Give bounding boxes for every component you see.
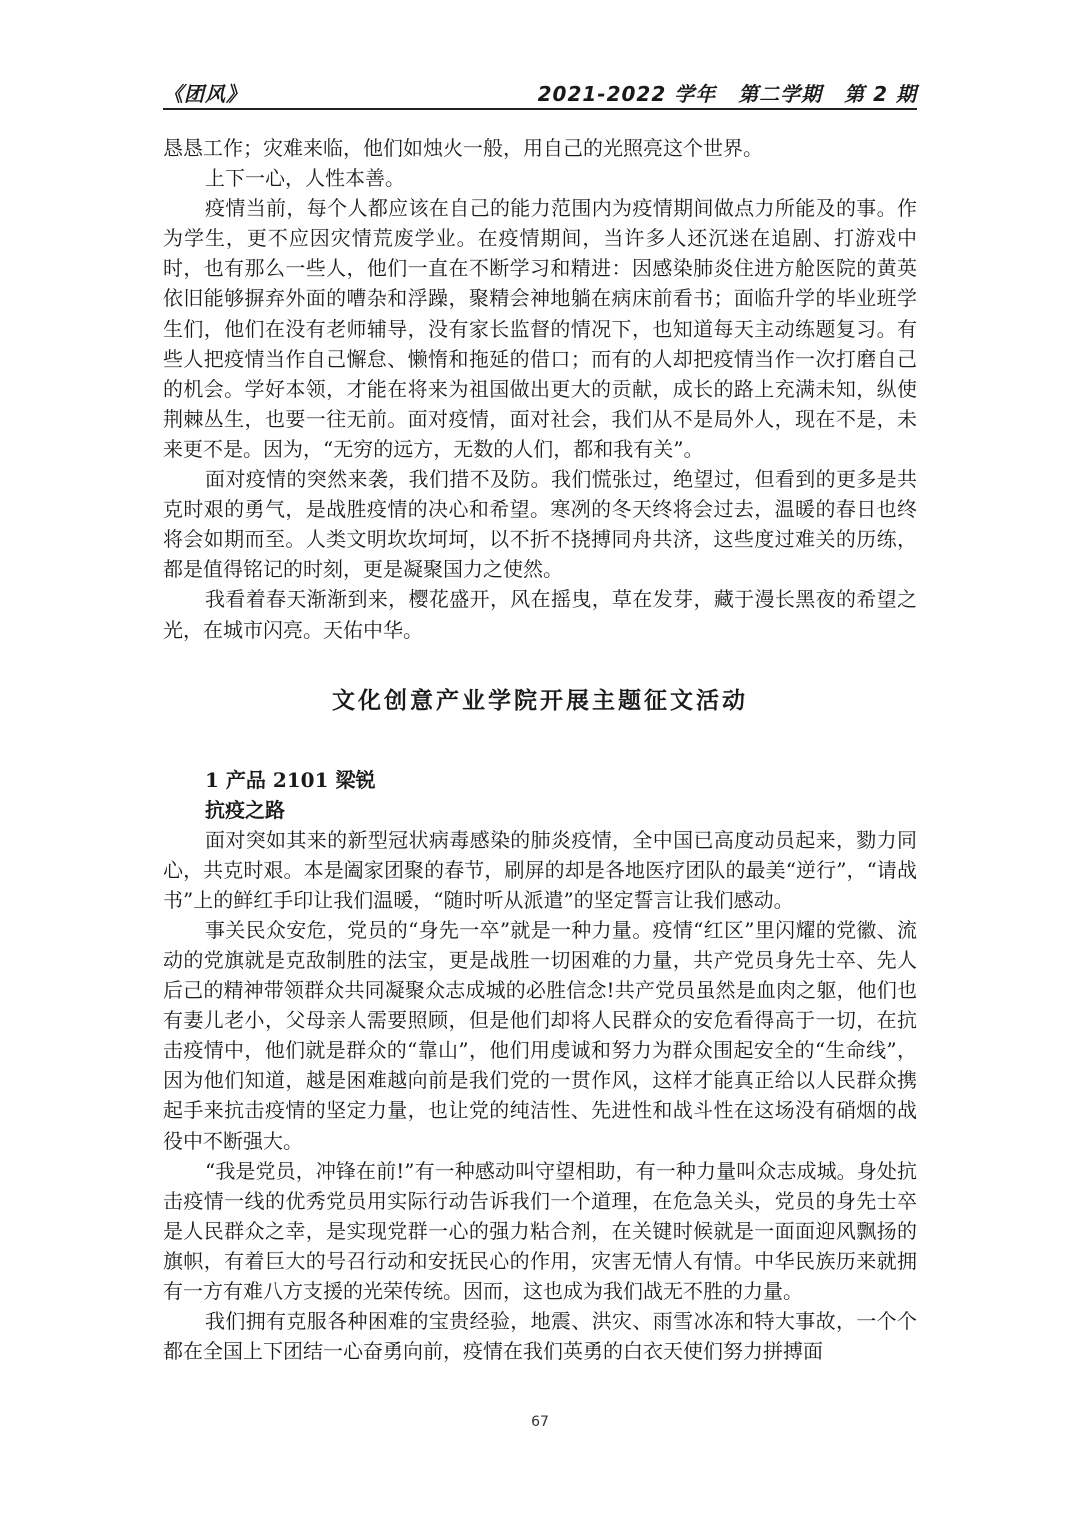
essay-paragraph-2: 事关民众安危，党员的“身先一卒”就是一种力量。疫情“红区”里闪耀的党徽、流动的党旗就是克敌制胜的法宝，更是战胜一切困难的力量，共产党员身先士卒、先人后己的精神带领群众共同凝聚众志成城的必胜信念!共产党员虽然是血肉之躯，他们也有妻儿老小，父母亲人需要照顾，但是他们却将人民群众的安危看得高于一切，在抗击疫情中，他们就是群众的“靠山”，他们用虔诚和努力为群众围起安全的“生命线”，因为他们知道，越是困难越向前是我们党的一贯作风，这样才能真正给以人民群众携起手来抗击疫情的坚定力量，也让党的纯洁性、先进性和战斗性在这场没有硝烟的战役中不断强大。 [163, 917, 917, 1153]
title-spacer [163, 717, 917, 765]
article-body [163, 133, 917, 1366]
author-line: 1 产品 2101 梁锐 [205, 767, 376, 792]
paragraph-continued-4: 面对疫情的突然来袭，我们措不及防。我们慌张过，绝望过，但看到的更多是共克时艰的勇气，是战胜疫情的决心和希望。寒冽的冬天终将会过去，温暖的春日也终将会如期而至。人类文明坎坎坷坷，以不折不挠搏同舟共济，这些度过难关的历练，都是值得铭记的时刻，更是凝聚国力之使然。 [163, 467, 917, 582]
paragraph-continued-2: 上下一心，人性本善。 [205, 166, 405, 191]
paragraph-continued-1: 恳恳工作；灾难来临，他们如烛火一般，用自己的光照亮这个世界。 [163, 136, 763, 160]
section-spacer [163, 645, 917, 685]
page-number: 67 [531, 1414, 549, 1430]
paragraph-continued-5: 我看着春天渐渐到来，樱花盛开，风在摇曳，草在发芽，藏于漫长黑夜的希望之光，在城市闪亮。天佑中华。 [163, 587, 917, 642]
semester: 第二学期 [738, 82, 823, 106]
essay-title: 抗疫之路 [205, 797, 285, 822]
academic-year: 2021-2022 学年 [537, 82, 717, 106]
page-header [163, 78, 917, 110]
section-title: 文化创意产业学院开展主题征文活动 [332, 687, 748, 714]
journal-name: 《团风》 [163, 82, 247, 106]
essay-paragraph-3: “我是党员，冲锋在前!”有一种感动叫守望相助，有一种力量叫众志成城。身处抗击疫情一线的优秀党员用实际行动告诉我们一个道理，在危急关头，党员的身先士卒是人民群众之幸，是实现党群一心的强力粘合剂，在关键时候就是一面面迎风飘扬的旗帜，有着巨大的号召行动和安抚民心的作用，灾害无情人有情。中华民族历来就拥有一方有难八方支援的光荣传统。因而，这也成为我们战无不胜的力量。 [163, 1158, 917, 1303]
issue-info [538, 78, 917, 107]
essay-paragraph-1: 面对突如其来的新型冠状病毒感染的肺炎疫情，全中国已高度动员起来，勠力同心，共克时艰。本是阖家团聚的春节，刷屏的却是各地医疗团队的最美“逆行”，“请战书”上的鲜红手印让我们温暖，“随时听从派遣”的坚定誓言让我们感动。 [163, 827, 917, 912]
issue-number: 第 2 期 [844, 82, 917, 106]
essay-paragraph-4: 我们拥有克服各种困难的宝贵经验，地震、洪灾、雨雪冰冻和特大事故，一个个都在全国上下团结一心奋勇向前，疫情在我们英勇的白衣天使们努力拼搏面 [163, 1309, 917, 1364]
paragraph-continued-3: 疫情当前，每个人都应该在自己的能力范围内为疫情期间做点力所能及的事。作为学生，更不应因灾情荒废学业。在疫情期间，当许多人还沉迷在追剧、打游戏中时，也有那么一些人，他们一直在不断学习和精进：因感染肺炎住进方舱医院的黄英依旧能够摒弃外面的嘈杂和浮躁，聚精会神地躺在病床前看书；面临升学的毕业班学生们，他们在没有老师辅导，没有家长监督的情况下，也知道每天主动练题复习。有些人把疫情当作自己懈怠、懒惰和拖延的借口；而有的人却把疫情当作一次打磨自己的机会。学好本领，才能在将来为祖国做出更大的贡献，成长的路上充满未知，纵使荆棘丛生，也要一往无前。面对疫情，面对社会，我们从不是局外人，现在不是，未来更不是。因为，“无穷的远方，无数的人们，都和我有关”。 [163, 196, 917, 461]
